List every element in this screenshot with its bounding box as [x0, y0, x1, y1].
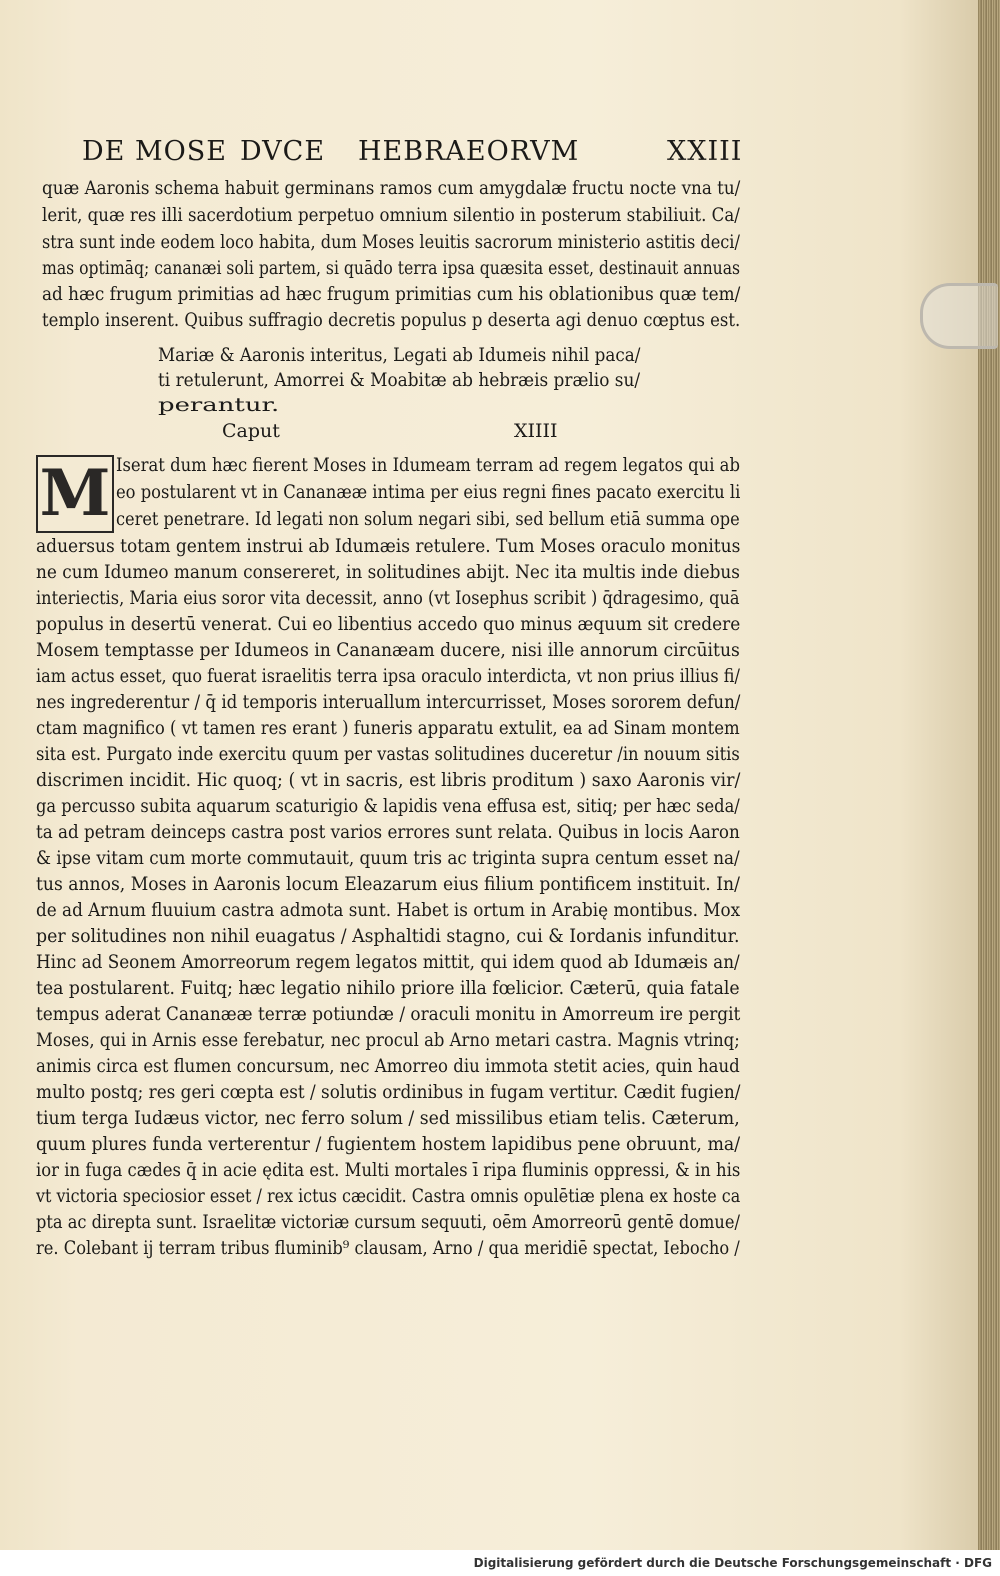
running-header	[82, 136, 742, 170]
text-line: eo postularent vt in Cananææ intima per eius regni fines pacato exercitu li	[116, 482, 741, 503]
header-word-3: HEBRAEORVM	[358, 136, 580, 167]
text-line: aduersus totam gentem instrui ab Idumæis retulere. Tum Moses oraculo monitus	[36, 536, 741, 557]
paper-clip	[920, 283, 998, 349]
text-line: quum plures funda verterentur / fugientem hostem lapidibus pene obruunt, ma/	[36, 1134, 741, 1155]
text-line: tium terga Iudæus victor, nec ferro solum / sed missilibus etiam telis. Cæterum,	[36, 1108, 740, 1129]
text-line: ctam magnifico ( vt tamen res erant ) funeris apparatu extulit, ea ad Sinam montem	[36, 718, 740, 739]
page-edge	[978, 0, 1000, 1550]
header-word-1: DE MOSE	[82, 136, 227, 167]
text-line: ne cum Idumeo manum consereret, in solitudines abijt. Nec ita multis inde diebus	[36, 562, 740, 583]
initial-letter: M	[39, 456, 111, 531]
header-word-2: DVCE	[240, 136, 326, 167]
decorated-initial	[36, 455, 114, 533]
text-line: ad hæc frugum primitias ad hæc frugum primitias cum his oblationibus quæ tem/	[42, 284, 741, 305]
text-line: interiectis, Maria eius soror vita decessit, anno (vt Iosephus scribit ) q̄dragesimo, quā	[36, 588, 740, 609]
summary-line: ti retulerunt, Amorrei & Moabitæ ab hebræis prælio su/	[158, 370, 641, 391]
text-line: tea postularent. Fuitq; hæc legatio nihilo priore illa fœlicior. Cæterū, quia fatale	[36, 978, 740, 999]
text-line: sita est. Purgato inde exercitu quum per vastas solitudines duceretur /in nouum sitis	[36, 744, 740, 765]
caput-label: Caput	[222, 420, 280, 442]
text-line: stra sunt inde eodem loco habita, dum Moses leuitis sacrorum ministerio astitis deci/	[42, 232, 740, 253]
text-line: discrimen incidit. Hic quoq; ( vt in sacris, est libris proditum ) saxo Aaronis vir/	[36, 770, 741, 791]
text-line: Moses, qui in Arnis esse ferebatur, nec procul ab Arno metari castra. Magnis vtrinq;	[36, 1030, 740, 1051]
text-line: Iserat dum hæc fierent Moses in Idumeam terram ad regem legatos qui ab	[116, 455, 740, 476]
text-line: quæ Aaronis schema habuit germinans ramos cum amygdalæ fructu nocte vna tu/	[42, 178, 741, 199]
text-line: multo postq; res geri cœpta est / solutis ordinibus in fugam vertitur. Cædit fugien/	[36, 1082, 741, 1103]
text-line: Hinc ad Seonem Amorreorum regem legatos mittit, qui idem quod ab Idumæis an/	[36, 952, 740, 973]
text-line: tempus aderat Cananææ terræ potiundæ / oraculi monitu in Amorreum ire pergit	[36, 1004, 741, 1025]
text-line: templo inserent. Quibus suffragio decretis populus p deserta agi denuo cœptus est.	[42, 310, 741, 331]
text-line: vt victoria speciosior esset / rex ictus cæcidit. Castra omnis opulētiæ plena ex hoste ca	[36, 1186, 741, 1207]
text-line: tus annos, Moses in Aaronis locum Eleazarum eius filium pontificem instituit. In/	[36, 874, 740, 895]
text-line: populus in desertū venerat. Cui eo libentius accedo quo minus æquum sit credere	[36, 614, 741, 635]
summary-line: Mariæ & Aaronis interitus, Legati ab Idumeis nihil paca/	[158, 345, 641, 366]
text-line: ceret penetrare. Id legati non solum negari sibi, sed bellum etiā summa ope	[116, 509, 740, 530]
folio-number: XXIII	[667, 136, 743, 167]
text-line: ior in fuga cædes q̄ in acie ędita est. Multi mortales ī ripa fluminis oppressi, & in his	[36, 1160, 741, 1181]
text-line: ta ad petram deinceps castra post varios errores sunt relata. Quibus in locis Aaron	[36, 822, 740, 843]
text-line: Mosem temptasse per Idumeos in Cananæam ducere, nisi ille annorum circūitus	[36, 640, 740, 661]
text-line: iam actus esset, quo fuerat israelitis terra ipsa oraculo interdicta, vt non prius illius fi/	[36, 666, 740, 687]
text-line: per solitudines non nihil euagatus / Asphaltidi stagno, cui & Iordanis infunditur.	[36, 926, 740, 947]
text-line: de ad Arnum fluuium castra admota sunt. Habet is ortum in Arabię montibus. Mox	[36, 900, 741, 921]
text-line: re. Colebant ij terram tribus fluminib⁹ clausam, Arno / qua meridiē spectat, Iebocho /	[36, 1238, 740, 1259]
footer-bar	[0, 1550, 1000, 1576]
text-line: pta ac direpta sunt. Israelitæ victoriæ cursum sequuti, oēm Amorreorū gentē domue/	[36, 1212, 740, 1233]
summary-line: perantur.	[158, 395, 280, 416]
text-line: & ipse vitam cum morte commutauit, quum tris ac triginta supra centum esset na/	[36, 848, 740, 869]
text-line: animis circa est flumen concursum, nec Amorreo diu immota stetit acies, quin haud	[36, 1056, 740, 1077]
text-line: mas optimāq; cananæi soli partem, si quādo terra ipsa quæsita esset, destinauit annuas	[42, 258, 741, 279]
text-line: lerit, quæ res illi sacerdotium perpetuo omnium silentio in posterum stabiliuit. Ca/	[42, 205, 740, 226]
funding-credit: Digitalisierung gefördert durch die Deutsche Forschungsgemeinschaft · DFG	[473, 1556, 992, 1570]
caput-number: XIIII	[514, 420, 558, 442]
text-line: ga percusso subita aquarum scaturigio & lapidis vena effusa est, sitiq; per hæc seda/	[36, 796, 740, 817]
text-line: nes ingrederentur / q̄ id temporis interuallum intercurrisset, Moses sororem defun/	[36, 692, 741, 713]
